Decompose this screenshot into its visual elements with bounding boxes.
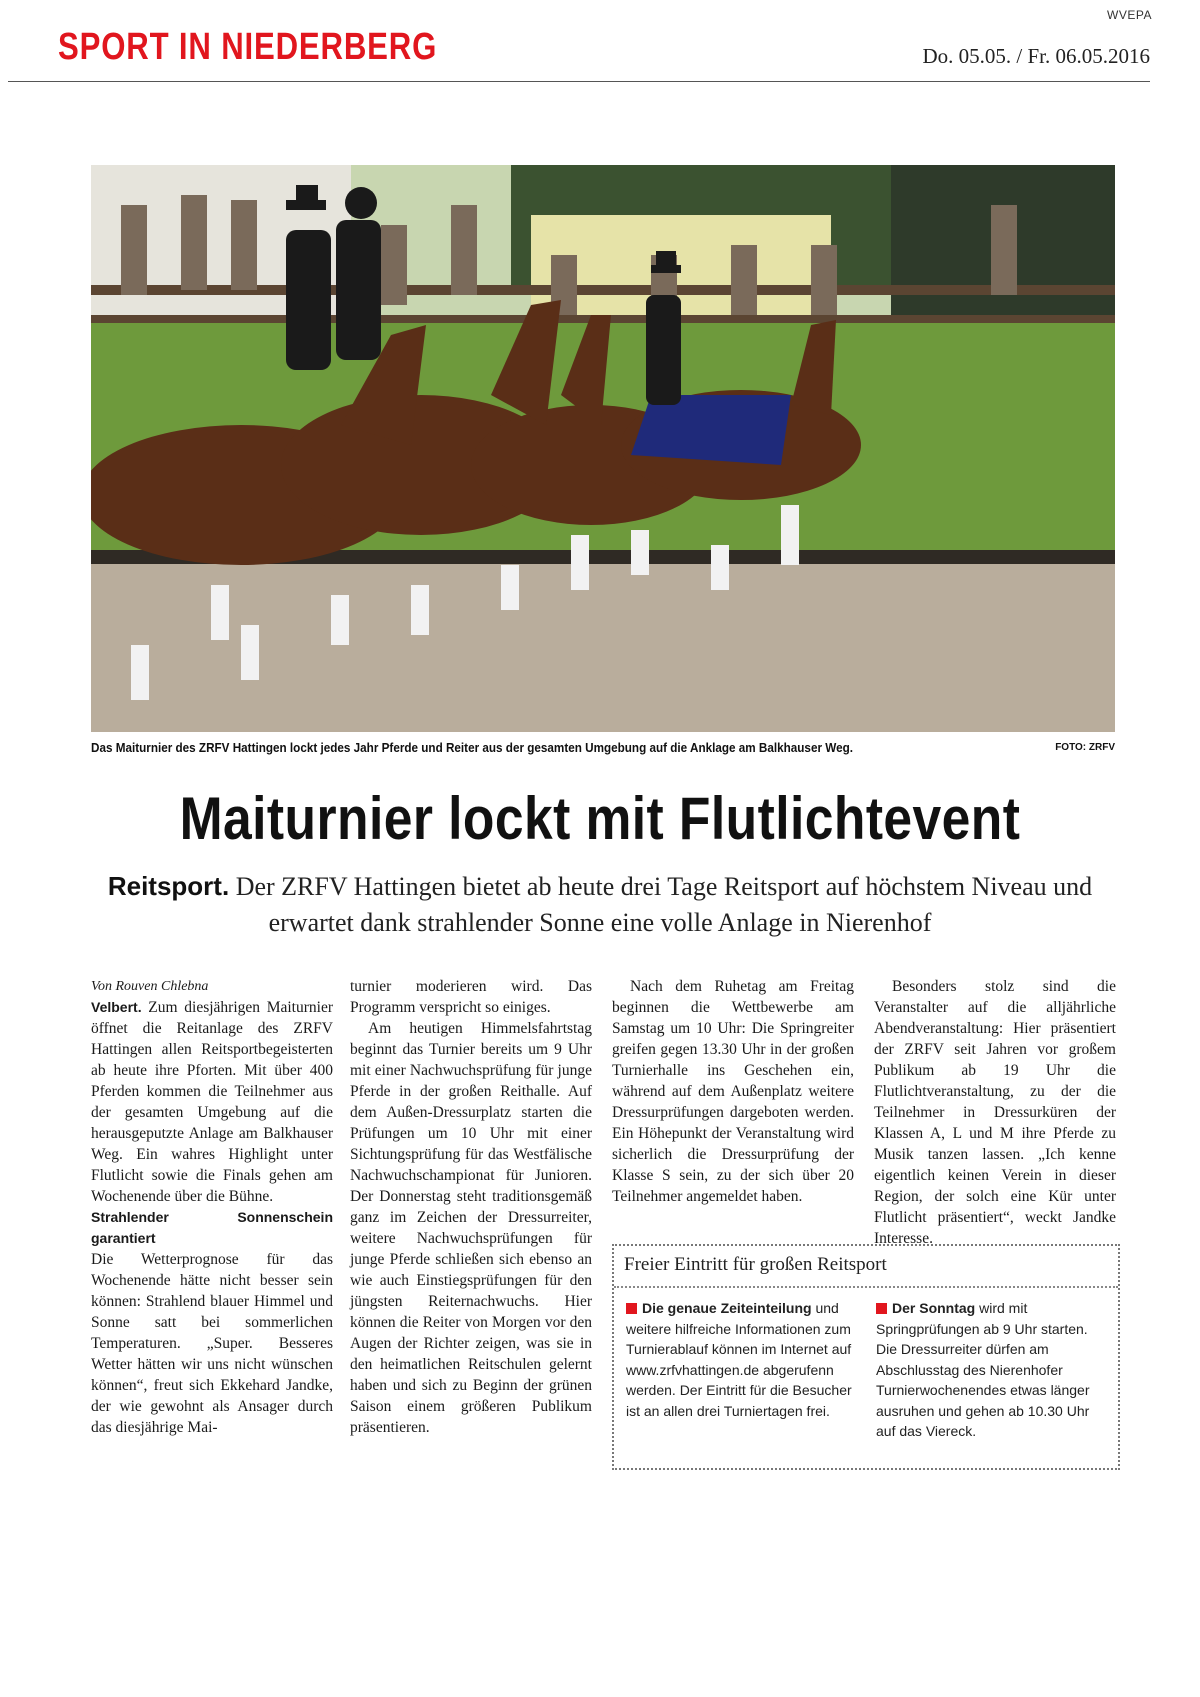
paragraph: Die Wetterprognose für das Wochenende hätte nicht besser sein können: Strahlend blauer Himmel und Sonne satt bei sommerlichen Temperaturen. „Super. Besseres Wetter hätten wir uns nicht wünschen können“, freut sich Ekkehard Jandke, der wie gewohnt als Ansager durch das diesjährige Mai- (91, 1251, 333, 1436)
article-column-1 (91, 976, 333, 1438)
article-photo (91, 165, 1115, 732)
info-box-title: Freier Eintritt für großen Reitsport (624, 1254, 887, 1275)
article-column-4 (874, 976, 1116, 1249)
paragraph: Besonders stolz sind die Veranstalter auf die alljährliche Abendveranstaltung: Hier präsentiert der ZRFV seit Jahren vor großem Publikum ab 19 Uhr die Flutlichtveranstaltung, zu der die Teilnehmer in Dressurküren der Klassen A, L und M ihre Pferde zu Musik tanzen lassen. „Ich kenne eigentlich keinen Verein in dieser Region, der solch eine Kür unter Flutlicht präsentiert“, weckt Jandke Interesse. (874, 978, 1116, 1247)
kicker: Reitsport. (107, 871, 230, 901)
article-subheading: Strahlender Sonnenschein garantiert (91, 1209, 333, 1246)
source-tag: WVEPA (1107, 8, 1152, 22)
bullet-square-icon (876, 1303, 887, 1314)
paragraph: Am heutigen Himmelsfahrtstag beginnt das Turnier bereits um 9 Uhr mit einer Nachwuchsprüfung für junge Pferde in der großen Reithalle. Auf dem Außen-Dressurplatz starten die Prüfungen um 10 Uhr mit einer Sichtungsprüfung für das Westfälische Nachwuchschampionat für Junioren. Der Donnerstag steht traditionsgemäß ganz im Zeichen der Dressurreiter, weitere Nachwuchsprüfungen für junge Pferde schließen sich ebenso an wie auch Einstiegsprüfungen für den jüngsten Reiternachwuchs. Hier können die Reiter von Morgen vor den Augen der Richter zeigen, was sie in den heimatlichen Reitschulen gelernt haben und sich zu Beginn der grünen Saison einem größeren Publikum präsentieren. (350, 1020, 592, 1436)
paragraph: Nach dem Ruhetag am Freitag beginnen die Wettbewerbe am Samstag um 10 Uhr: Die Springreiter greifen gegen 13.30 Uhr in der großen Turnierhalle ins Geschehen ein, während auf dem Außenplatz weitere Dressurprüfungen dargeboten werden. Ein Höhepunkt der Veranstaltung wird sicherlich die Dressurprüfung der Klasse S sein, zu der sich über 20 Teilnehmer angemeldet haben. (612, 978, 854, 1205)
subheadline (100, 868, 1100, 941)
byline: Von Rouven Chlebna (91, 979, 209, 994)
info-box (612, 1244, 1120, 1470)
paragraph: turnier moderieren wird. Das Programm verspricht so einiges. (350, 978, 592, 1016)
dateline: Velbert. (91, 999, 142, 1015)
info-box-right: Der Sonntag wird mit Springprüfungen ab 9 Uhr starten. Die Dressurreiter dürfen am Abschlusstag des Nierenhofer Turnierwochenendes etwas länger ausruhen und gehen ab 10.30 Uhr auf das Viereck. (876, 1300, 1090, 1439)
info-box-divider (614, 1286, 1118, 1288)
section-title: SPORT IN NIEDERBERG (58, 26, 438, 68)
subhead-text: Der ZRFV Hattingen bietet ab heute drei Tage Reitsport auf höchstem Niveau und erwartet dank strahlender Sonne eine volle Anlage in Nierenhof (235, 872, 1093, 937)
header-divider (8, 81, 1150, 82)
photo-caption: Das Maiturnier des ZRFV Hattingen lockt jedes Jahr Pferde und Reiter aus der gesamten Umgebung auf die Anklage am Balkhauser Weg. (91, 740, 854, 755)
headline: Maiturnier lockt mit Flutlichtevent (179, 785, 1021, 852)
paragraph: Velbert. Zum diesjährigen Maiturnier öffnet die Reitanlage des ZRFV Hattingen allen Reitsportbegeisterten ab heute ihre Pforten. Mit über 400 Pferden kommen die Teilnehmer aus der gesamten Umgebung auf die herausgeputzte Anlage am Balkhauser Weg. Ein wahres Highlight unter Flutlicht sowie die Finals gehen am Wochenende über die Bühne. (91, 999, 334, 1205)
bullet-square-icon (626, 1303, 637, 1314)
article-column-3 (612, 976, 854, 1207)
article-column-2 (350, 976, 592, 1438)
photo-credit: FOTO: ZRFV (1055, 742, 1115, 753)
info-box-left: Die genaue Zeiteinteilung und weitere hilfreiche Informationen zum Turnierablauf können im Internet auf www.zrfvhattingen.de abgerufenn werden. Der Eintritt für die Besucher ist an allen drei Turniertagen frei. (626, 1300, 852, 1419)
issue-date: Do. 05.05. / Fr. 06.05.2016 (922, 44, 1150, 68)
